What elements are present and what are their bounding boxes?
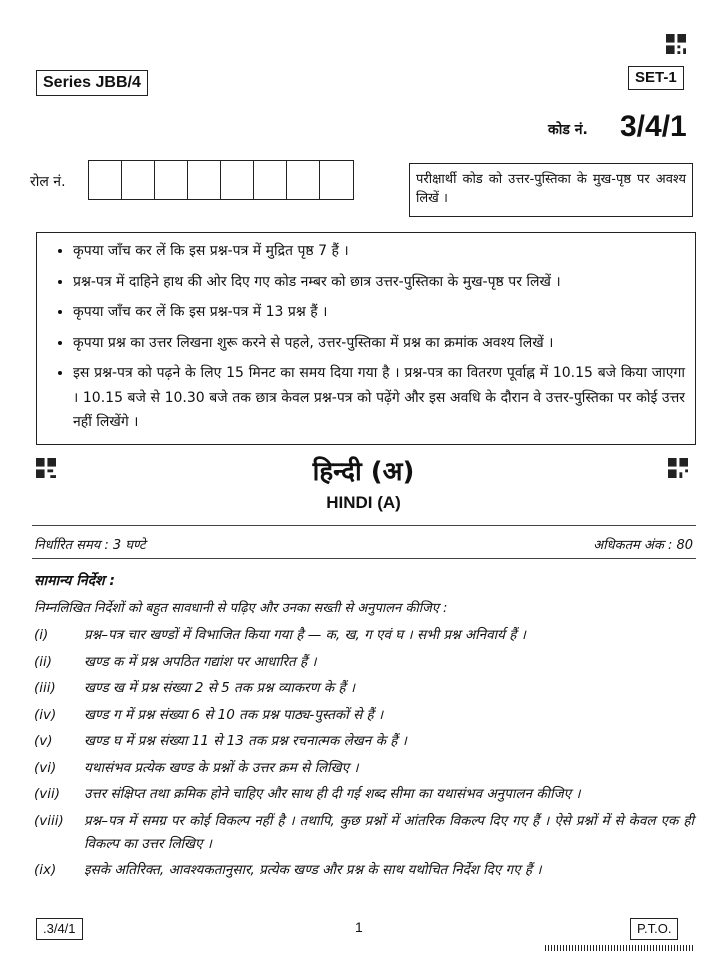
- instruction-number: (viii): [34, 812, 64, 829]
- instruction-item: [34, 859, 694, 882]
- instruction-number: (iii): [34, 680, 56, 696]
- instruction-item: [34, 757, 694, 780]
- subject-title-english: HINDI (A): [326, 493, 401, 512]
- roll-box: [188, 161, 221, 199]
- notice-item: • प्रश्न-पत्र में दाहिने हाथ की ओर दिए गए कोड नम्बर को छात्र उत्तर-पुस्तिका के मुख-पृष्ठ पर लिखें ।: [73, 270, 685, 295]
- instruction-number: (i): [34, 627, 49, 643]
- instruction-text: प्रश्न–पत्र चार खण्डों में विभाजित किया गया है — क, ख, ग एवं घ । सभी प्रश्न अनिवार्य हैं ।: [84, 627, 526, 643]
- instruction-item: [34, 704, 694, 727]
- instruction-number: (iv): [34, 706, 57, 723]
- page-number: 1: [355, 919, 363, 935]
- general-instructions-intro: निम्नलिखित निर्देशों को बहुत सावधानी से पढ़िए और उनका सख्ती से अनुपालन कीजिए :: [34, 601, 448, 616]
- notice-item: • कृपया प्रश्न का उत्तर लिखना शुरू करने से पहले, उत्तर-पुस्तिका में प्रश्न का क्रमांक अवश्य लिखें ।: [73, 331, 685, 356]
- instruction-text: खण्ड क में प्रश्न अपठित गद्यांश पर आधारित हैं ।: [84, 653, 317, 670]
- subject-title-hindi: हिन्दी (अ): [312, 457, 415, 487]
- instruction-number: (ii): [34, 653, 53, 670]
- set-label: SET-1: [628, 66, 684, 90]
- instruction-item: [34, 730, 694, 753]
- instruction-text: खण्ड घ में प्रश्न संख्या 11 से 13 तक प्रश्न रचनात्मक लेखन के हैं ।: [84, 733, 407, 749]
- instruction-text: खण्ड ख में प्रश्न संख्या 2 से 5 तक प्रश्न व्याकरण के हैं ।: [84, 680, 355, 696]
- roll-box: [254, 161, 287, 199]
- divider: [32, 525, 696, 526]
- notice-item: • इस प्रश्न-पत्र को पढ़ने के लिए 15 मिनट का समय दिया गया है । प्रश्न-पत्र का वितरण पूर्वाह्न में 10.15 बजे किया जाएगा । 10.15 बजे से 10.30 बजे तक छात्र केवल प्रश्न-पत्र को पढ़ेंगे और इस अवधि के दौरान वे उत्तर-पुस्तिका पर कोई उत्तर नहीं लिखेंगे ।: [73, 361, 685, 435]
- instruction-item: [34, 651, 694, 674]
- instruction-item: [34, 783, 694, 806]
- roll-box: [221, 161, 254, 199]
- instruction-item: [34, 677, 694, 700]
- general-instructions-list: [34, 624, 694, 886]
- maximum-marks: अधिकतम अंक : 80: [593, 538, 693, 553]
- roll-box: [287, 161, 320, 199]
- roll-number-label: रोल नं.: [30, 174, 66, 190]
- notice-item: • कृपया जाँच कर लें कि इस प्रश्न-पत्र में 13 प्रश्न हैं ।: [73, 300, 685, 325]
- code-label: कोड नं.: [548, 122, 588, 138]
- series-label: Series JBB/4: [36, 70, 148, 96]
- instruction-item: [34, 624, 694, 647]
- instruction-text: इसके अतिरिक्त, आवश्यकतानुसार, प्रत्येक खण्ड और प्रश्न के साथ यथोचित निर्देश दिए गए हैं ।: [84, 862, 542, 878]
- roll-box: [155, 161, 188, 199]
- qr-code-icon: [666, 34, 686, 54]
- instruction-item: [34, 810, 694, 856]
- barcode: [545, 945, 695, 951]
- notice-item: • कृपया जाँच कर लें कि इस प्रश्न-पत्र में मुद्रित पृष्ठ 7 हैं ।: [73, 239, 685, 264]
- footer-code: .3/4/1: [36, 918, 83, 940]
- instruction-text: प्रश्न–पत्र में समग्र पर कोई विकल्प नहीं है । तथापि, कुछ प्रश्नों में आंतरिक विकल्प दिए गए हैं । ऐसे प्रश्नों में से केवल एक ही विकल्प का उत्तर लिखिए ।: [84, 812, 694, 852]
- instruction-number: (vii): [34, 786, 61, 802]
- instruction-text: खण्ड ग में प्रश्न संख्या 6 से 10 तक प्रश्न पाठ्य-पुस्तकों से हैं ।: [84, 706, 384, 723]
- roll-box: [89, 161, 122, 199]
- roll-box: [320, 161, 353, 199]
- divider: [32, 558, 696, 559]
- instruction-number: (vi): [34, 759, 57, 776]
- code-value: 3/4/1: [620, 110, 687, 143]
- pto-label: P.T.O.: [630, 918, 678, 940]
- candidate-code-note: परीक्षार्थी कोड को उत्तर-पुस्तिका के मुख-पृष्ठ पर अवश्य लिखें ।: [409, 163, 693, 217]
- general-instructions-title: सामान्य निर्देश :: [34, 573, 116, 589]
- instruction-text: उत्तर संक्षिप्त तथा क्रमिक होने चाहिए और साथ ही दी गई शब्द सीमा का यथासंभव अनुपालन कीजिए ।: [84, 786, 581, 802]
- time-allowed: निर्धारित समय : 3 घण्टे: [34, 538, 146, 553]
- roll-number-boxes: [88, 160, 354, 200]
- instructions-notice-box: [36, 232, 696, 445]
- instruction-text: यथासंभव प्रत्येक खण्ड के प्रश्नों के उत्तर क्रम से लिखिए ।: [84, 759, 359, 776]
- instruction-number: (v): [34, 733, 53, 749]
- instruction-number: (ix): [34, 862, 57, 878]
- roll-box: [122, 161, 155, 199]
